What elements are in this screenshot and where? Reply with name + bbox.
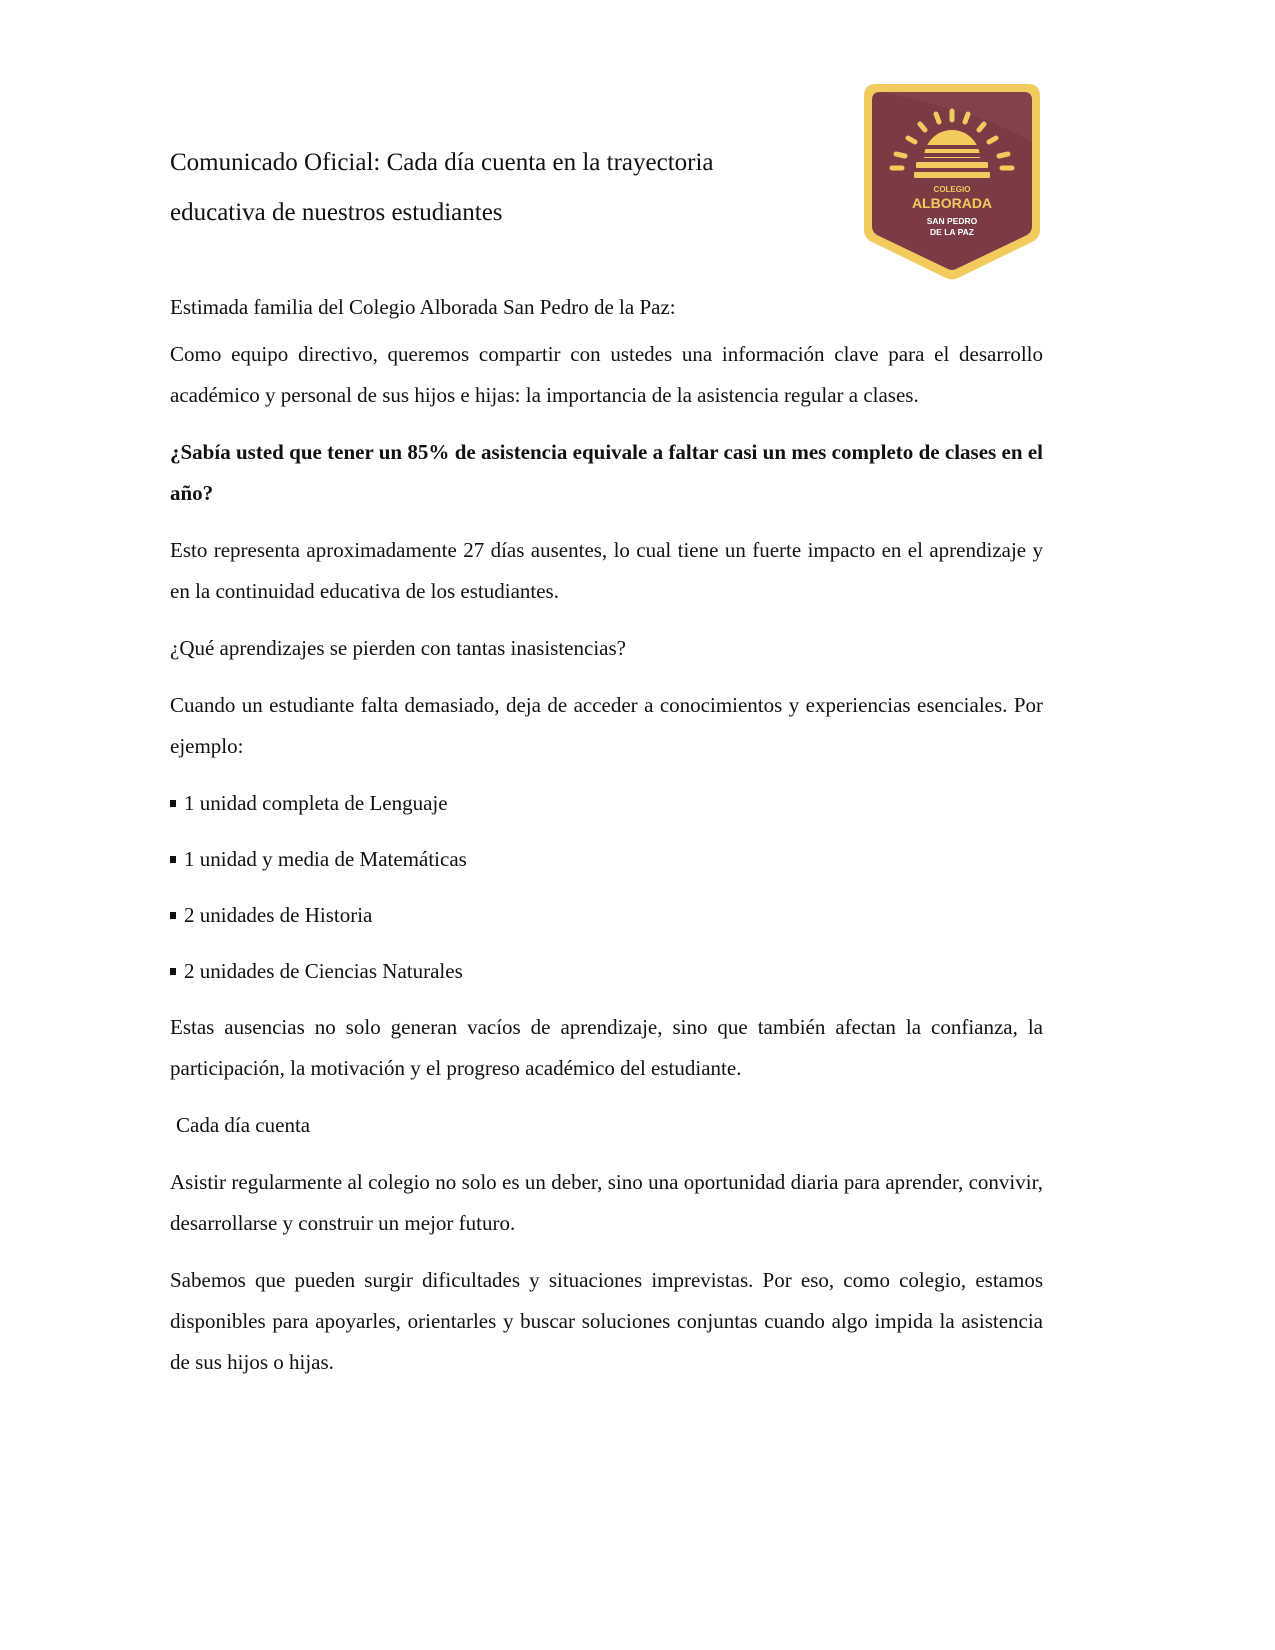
list-item-text: 2 unidades de Ciencias Naturales [184, 959, 463, 983]
list-item [170, 895, 1043, 936]
square-bullet-icon [170, 968, 176, 975]
title-line-1: Comunicado Oficial: Cada día cuenta en la trayectoria [170, 149, 714, 176]
support-paragraph: Sabemos que pueden surgir dificultades y situaciones imprevistas. Por eso, como colegio, estamos disponibles para apoyarles, orientarles y buscar soluciones conjuntas cuando algo impida la asistencia de sus hijos o hijas. [170, 1268, 1043, 1374]
logo-sub-line-2: DE LA PAZ [930, 227, 974, 237]
learning-loss-question: ¿Qué aprendizajes se pierden con tantas inasistencias? [170, 636, 626, 660]
list-item-text: 1 unidad y media de Matemáticas [184, 847, 467, 871]
list-item [170, 839, 1043, 880]
list-item [170, 951, 1043, 992]
intro-paragraph: Como equipo directivo, queremos compartir con ustedes una información clave para el desarrollo académico y personal de sus hijos e hijas: la importancia de la asistencia regular a clases. [170, 342, 1043, 407]
title-line-2: educativa de nuestros estudiantes [170, 199, 503, 226]
impact-paragraph: Esto representa aproximadamente 27 días ausentes, lo cual tiene un fuerte impacto en el aprendizaje y en la continuidad educativa de los estudiantes. [170, 538, 1043, 603]
square-bullet-icon [170, 800, 176, 807]
document-body [170, 287, 1043, 1399]
consequences-paragraph: Estas ausencias no solo generan vacíos de aprendizaje, sino que también afectan la confianza, la participación, la motivación y el progreso académico del estudiante. [170, 1015, 1043, 1080]
logo-colegio-text: COLEGIO [933, 185, 971, 194]
attendance-question: ¿Sabía usted que tener un 85% de asistencia equivale a faltar casi un mes completo de clases en el año? [170, 440, 1043, 505]
examples-intro-paragraph: Cuando un estudiante falta demasiado, deja de acceder a conocimientos y experiencias esenciales. Por ejemplo: [170, 693, 1043, 758]
square-bullet-icon [170, 856, 176, 863]
document-title [170, 138, 810, 238]
school-logo-shield [862, 82, 1042, 282]
logo-alborada-text: ALBORADA [911, 195, 993, 211]
list-item-text: 1 unidad completa de Lenguaje [184, 791, 448, 815]
list-item [170, 783, 1043, 824]
list-item-text: 2 unidades de Historia [184, 903, 373, 927]
subheading: Cada día cuenta [176, 1113, 311, 1137]
logo-sub-line-1: SAN PEDRO [926, 216, 978, 226]
attend-paragraph: Asistir regularmente al colegio no solo es un deber, sino una oportunidad diaria para aprender, convivir, desarrollarse y construir un mejor futuro. [170, 1170, 1043, 1235]
greeting: Estimada familia del Colegio Alborada San Pedro de la Paz: [170, 295, 676, 319]
square-bullet-icon [170, 912, 176, 919]
